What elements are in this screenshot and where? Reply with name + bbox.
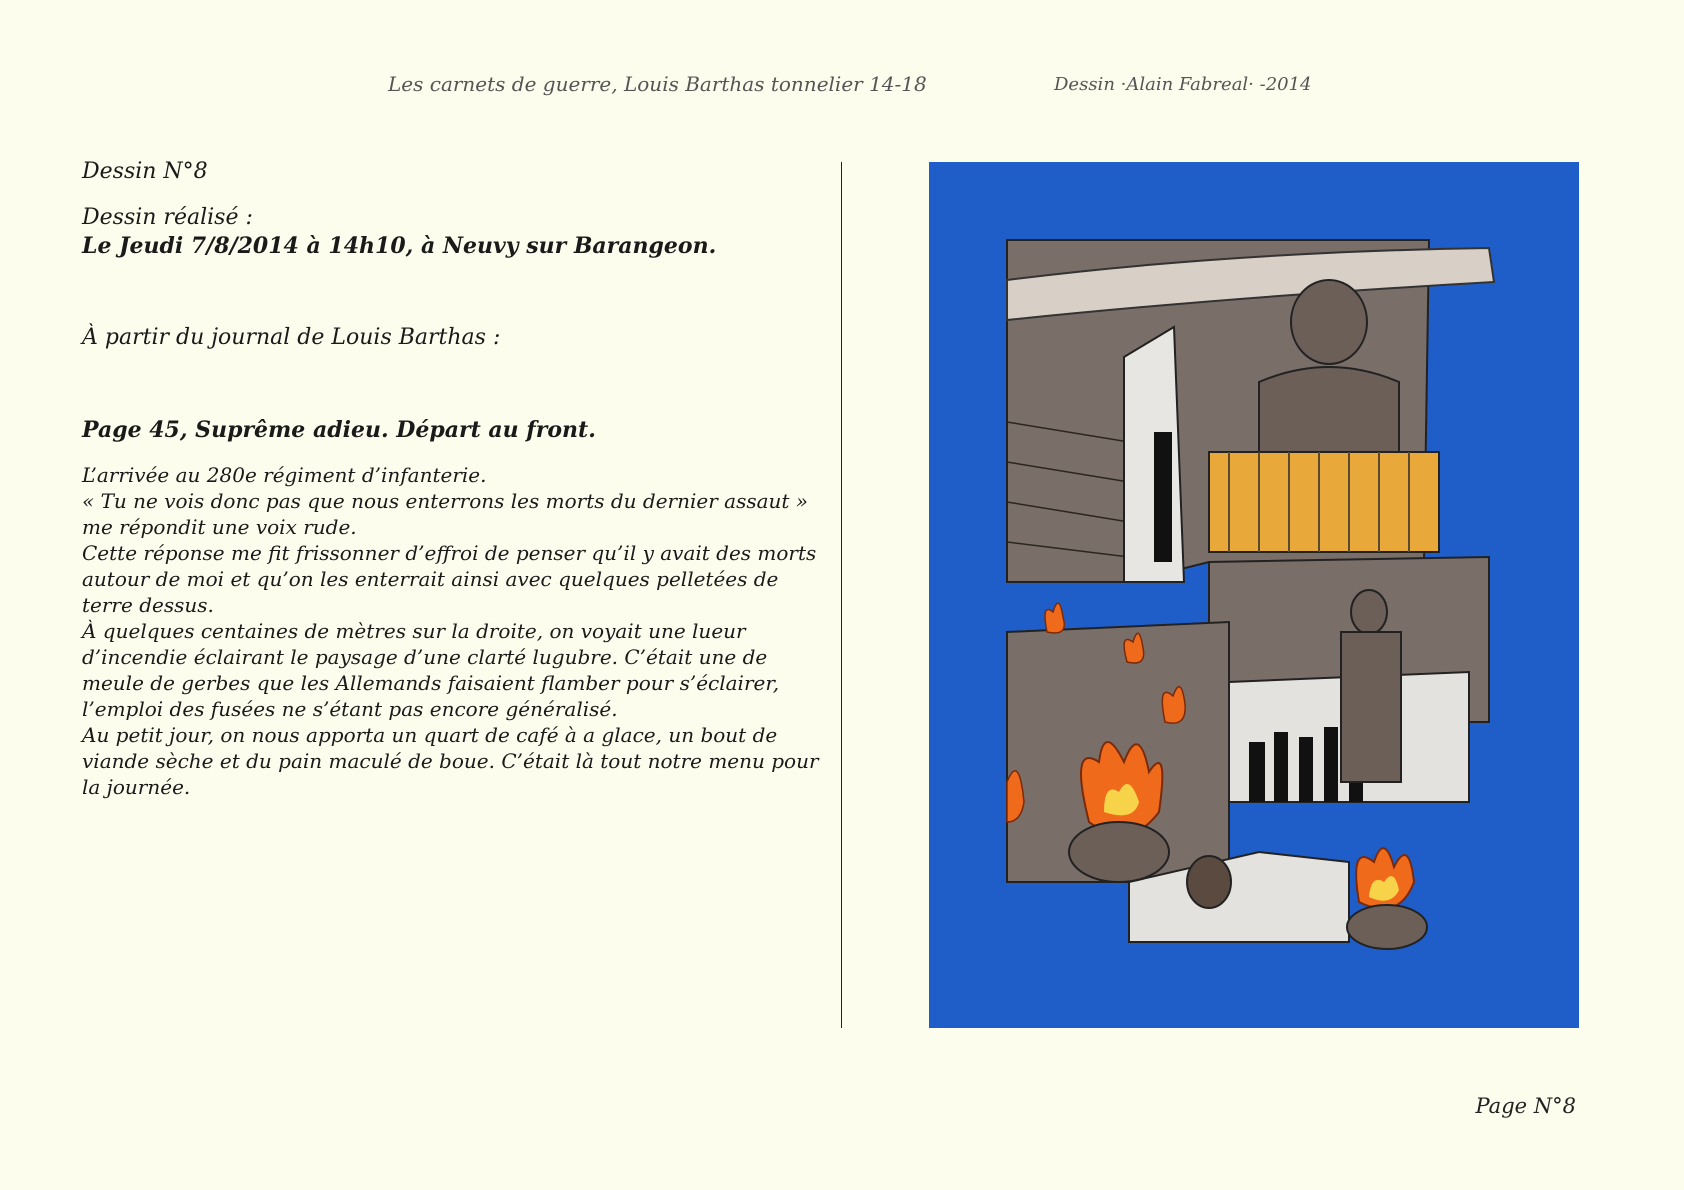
page-title: Page 45, Suprême adieu. Départ au front. (82, 417, 596, 443)
text-column (82, 158, 832, 800)
paragraph: À quelques centaines de mètres sur la droite, on voyait une lueur d’incendie éclairant le paysage d’une clarté lugubre. C’était une de meule de gerbes que les Allemands faisaient flamber pour s’éclairer, l’emploi des fusées ne s’étant pas encore généralisé. (82, 619, 780, 721)
war-drawing (929, 162, 1579, 1028)
drawing-label: Dessin N°8 (82, 159, 208, 184)
source-intro: À partir du journal de Louis Barthas : (82, 325, 501, 350)
date-place: Le Jeudi 7/8/2014 à 14h10, à Neuvy sur Barangeon. (82, 233, 717, 259)
paragraph: Cette réponse me fit frissonner d’effroi de penser qu’il y avait des morts autour de moi et qu’on les enterrait ainsi avec quelques pelletées de terre dessus. (82, 541, 817, 617)
page-number: Page N°8 (1475, 1094, 1576, 1118)
fire-small-3 (1162, 687, 1185, 724)
running-header-credit: Dessin ·Alain Fabreal· -2014 (1054, 74, 1312, 95)
column-divider (841, 162, 842, 1028)
paragraph: Au petit jour, on nous apporta un quart de café à a glace, un bout de viande sèche et du pain maculé de boue. C’était là tout notre menu pour la journée. (82, 723, 819, 799)
paragraph: « Tu ne vois donc pas que nous enterrons les morts du dernier assaut » me répondit une voix rude. (82, 489, 809, 539)
drawing-illustration (929, 162, 1579, 1028)
journal-excerpt (82, 462, 832, 800)
paragraph: L’arrivée au 280e régiment d’infanterie. (82, 463, 487, 487)
realise-label: Dessin réalisé : (82, 205, 253, 230)
running-header-title: Les carnets de guerre, Louis Barthas tonnelier 14-18 (388, 72, 927, 96)
